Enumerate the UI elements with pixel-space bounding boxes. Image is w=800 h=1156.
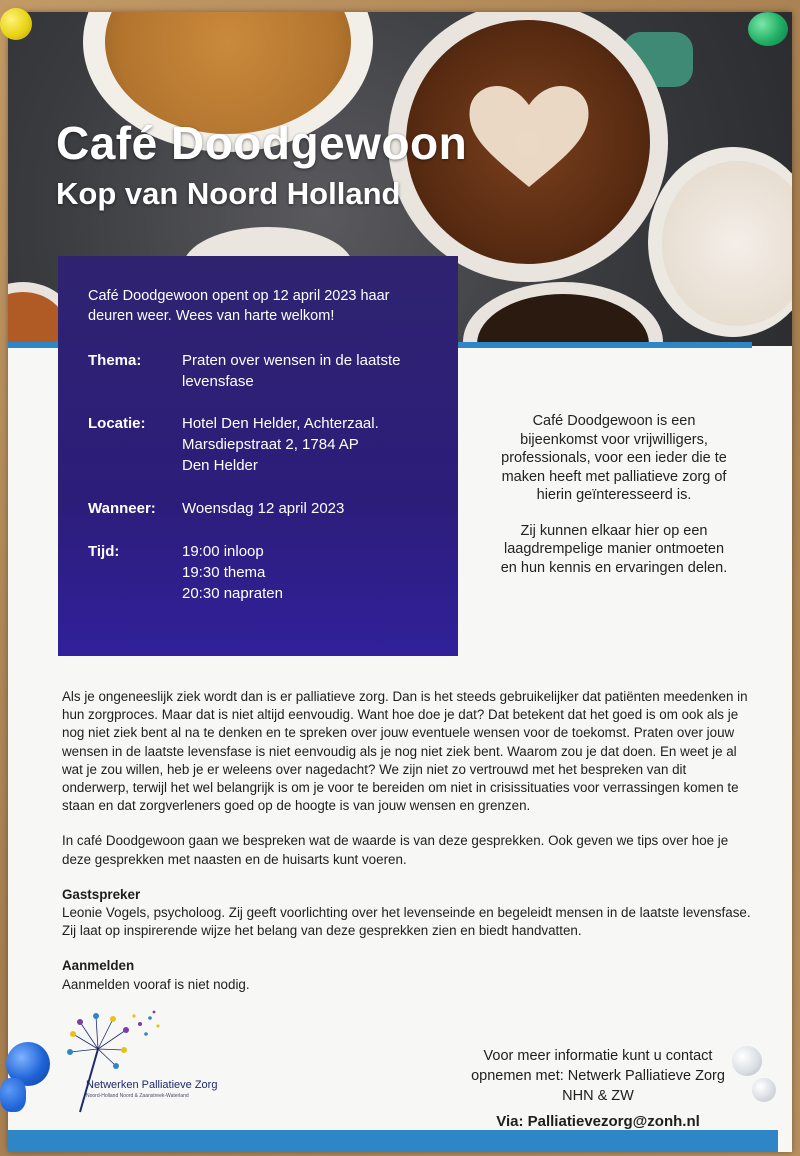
contact-line-1: Voor meer informatie kunt u contact <box>483 1048 713 1064</box>
gastspreker-text: Leonie Vogels, psycholoog. Zij geeft voorlichting over het levenseinde en begeleidt mensen in de laatste levensfase. Zij laat op inspirerende wijze het belang van deze gesprekken zien en biedt handvatten. <box>62 905 751 939</box>
gastspreker-section <box>62 886 752 941</box>
body-paragraph-1: Als je ongeneeslijk ziek wordt dan is er palliatieve zorg. Dan is het steeds gebruikelijker dat patiënten meedenken in hun zorgproces. Maar dat is niet altijd eenvoudig. Want hoe doe je dat? Dat betekent dat het goed is om ook als je nog niet ziek bent al na te denken en te spreken over jouw eventuele wensen voor de toekomst. Praten over jouw wensen in de laatste levensfase is niet eenvoudig als je nog niet ziek bent. Waarom zou je dat doen. En weet je al wat je zou willen, heb je er weleens over nagedacht? We zijn niet zo vertrouwd met het bespreken van dit onderwerp, terwijl het wel belangrijk is om je voor te bereiden om niet in crisissituaties voor verrassingen komen te staan en dat zorgverleners goed op de hoogte is van jouw wensen en grenzen. <box>62 689 748 814</box>
contact-info <box>458 1046 738 1132</box>
intro-text: Café Doodgewoon opent op 12 april 2023 haar deuren weer. Wees van harte welkom! <box>88 288 390 324</box>
wanneer-value: Woensdag 12 april 2023 <box>182 500 345 517</box>
clear-pushpin-icon <box>732 1046 762 1076</box>
aanmelden-heading: Aanmelden <box>62 958 135 974</box>
side-paragraph-2: Zij kunnen elkaar hier op een laagdrempelige manier ontmoeten en hun kennis en ervaringen delen. <box>500 522 728 576</box>
cappuccino-cup-image <box>648 147 792 337</box>
clear-pushpin-head-icon <box>752 1078 776 1102</box>
blue-pushpin-head-icon <box>0 1078 26 1112</box>
side-description <box>494 412 734 594</box>
logo-name: Netwerken Palliatieve Zorg <box>86 1079 218 1091</box>
tijd-label: Tijd: <box>88 543 120 560</box>
latte-heart-icon <box>464 75 594 195</box>
gastspreker-heading: Gastspreker <box>62 886 141 902</box>
contact-email: Via: Palliatievezorg@zonh.nl <box>496 1113 700 1130</box>
side-paragraph-1: Café Doodgewoon is een bijeenkomst voor vrijwilligers, professionals, voor een ieder die te maken heeft met palliatieve zorg of hierin geïnteresseerd is. <box>501 413 727 503</box>
yellow-pushpin-icon <box>0 8 32 40</box>
tijd-value: 19:00 inloop 19:30 thema 20:30 napraten <box>182 543 283 602</box>
locatie-value: Hotel Den Helder, Achterzaal. Marsdiepstraat 2, 1784 AP Den Helder <box>182 415 379 474</box>
green-pushpin-icon <box>748 12 788 46</box>
body-text <box>62 688 752 1011</box>
thema-label: Thema: <box>88 352 142 369</box>
aanmelden-section <box>62 957 752 993</box>
event-info-box <box>58 256 458 656</box>
espresso-cup-image <box>463 282 663 346</box>
contact-line-2: opnemen met: Netwerk Palliatieve Zorg <box>471 1068 725 1084</box>
aanmelden-text: Aanmelden vooraf is niet nodig. <box>62 976 250 992</box>
wanneer-label: Wanneer: <box>88 500 156 517</box>
bottom-blue-bar <box>8 1130 778 1152</box>
body-paragraph-2: In café Doodgewoon gaan we bespreken wat de waarde is van deze gesprekken. Ook geven we tips over hoe je deze gesprekken met naasten en de huisarts kunt voeren. <box>62 833 729 867</box>
contact-line-3: NHN & ZW <box>562 1088 634 1104</box>
thema-value: Praten over wensen in de laatste levensfase <box>182 352 401 390</box>
poster-title: Café Doodgewoon <box>56 117 468 169</box>
locatie-label: Locatie: <box>88 415 146 432</box>
logo-subtitle: Noord-Holland Noord & Zaanstreek-Waterland <box>86 1093 189 1099</box>
poster <box>8 12 792 1152</box>
poster-subtitle: Kop van Noord Holland <box>56 176 401 211</box>
